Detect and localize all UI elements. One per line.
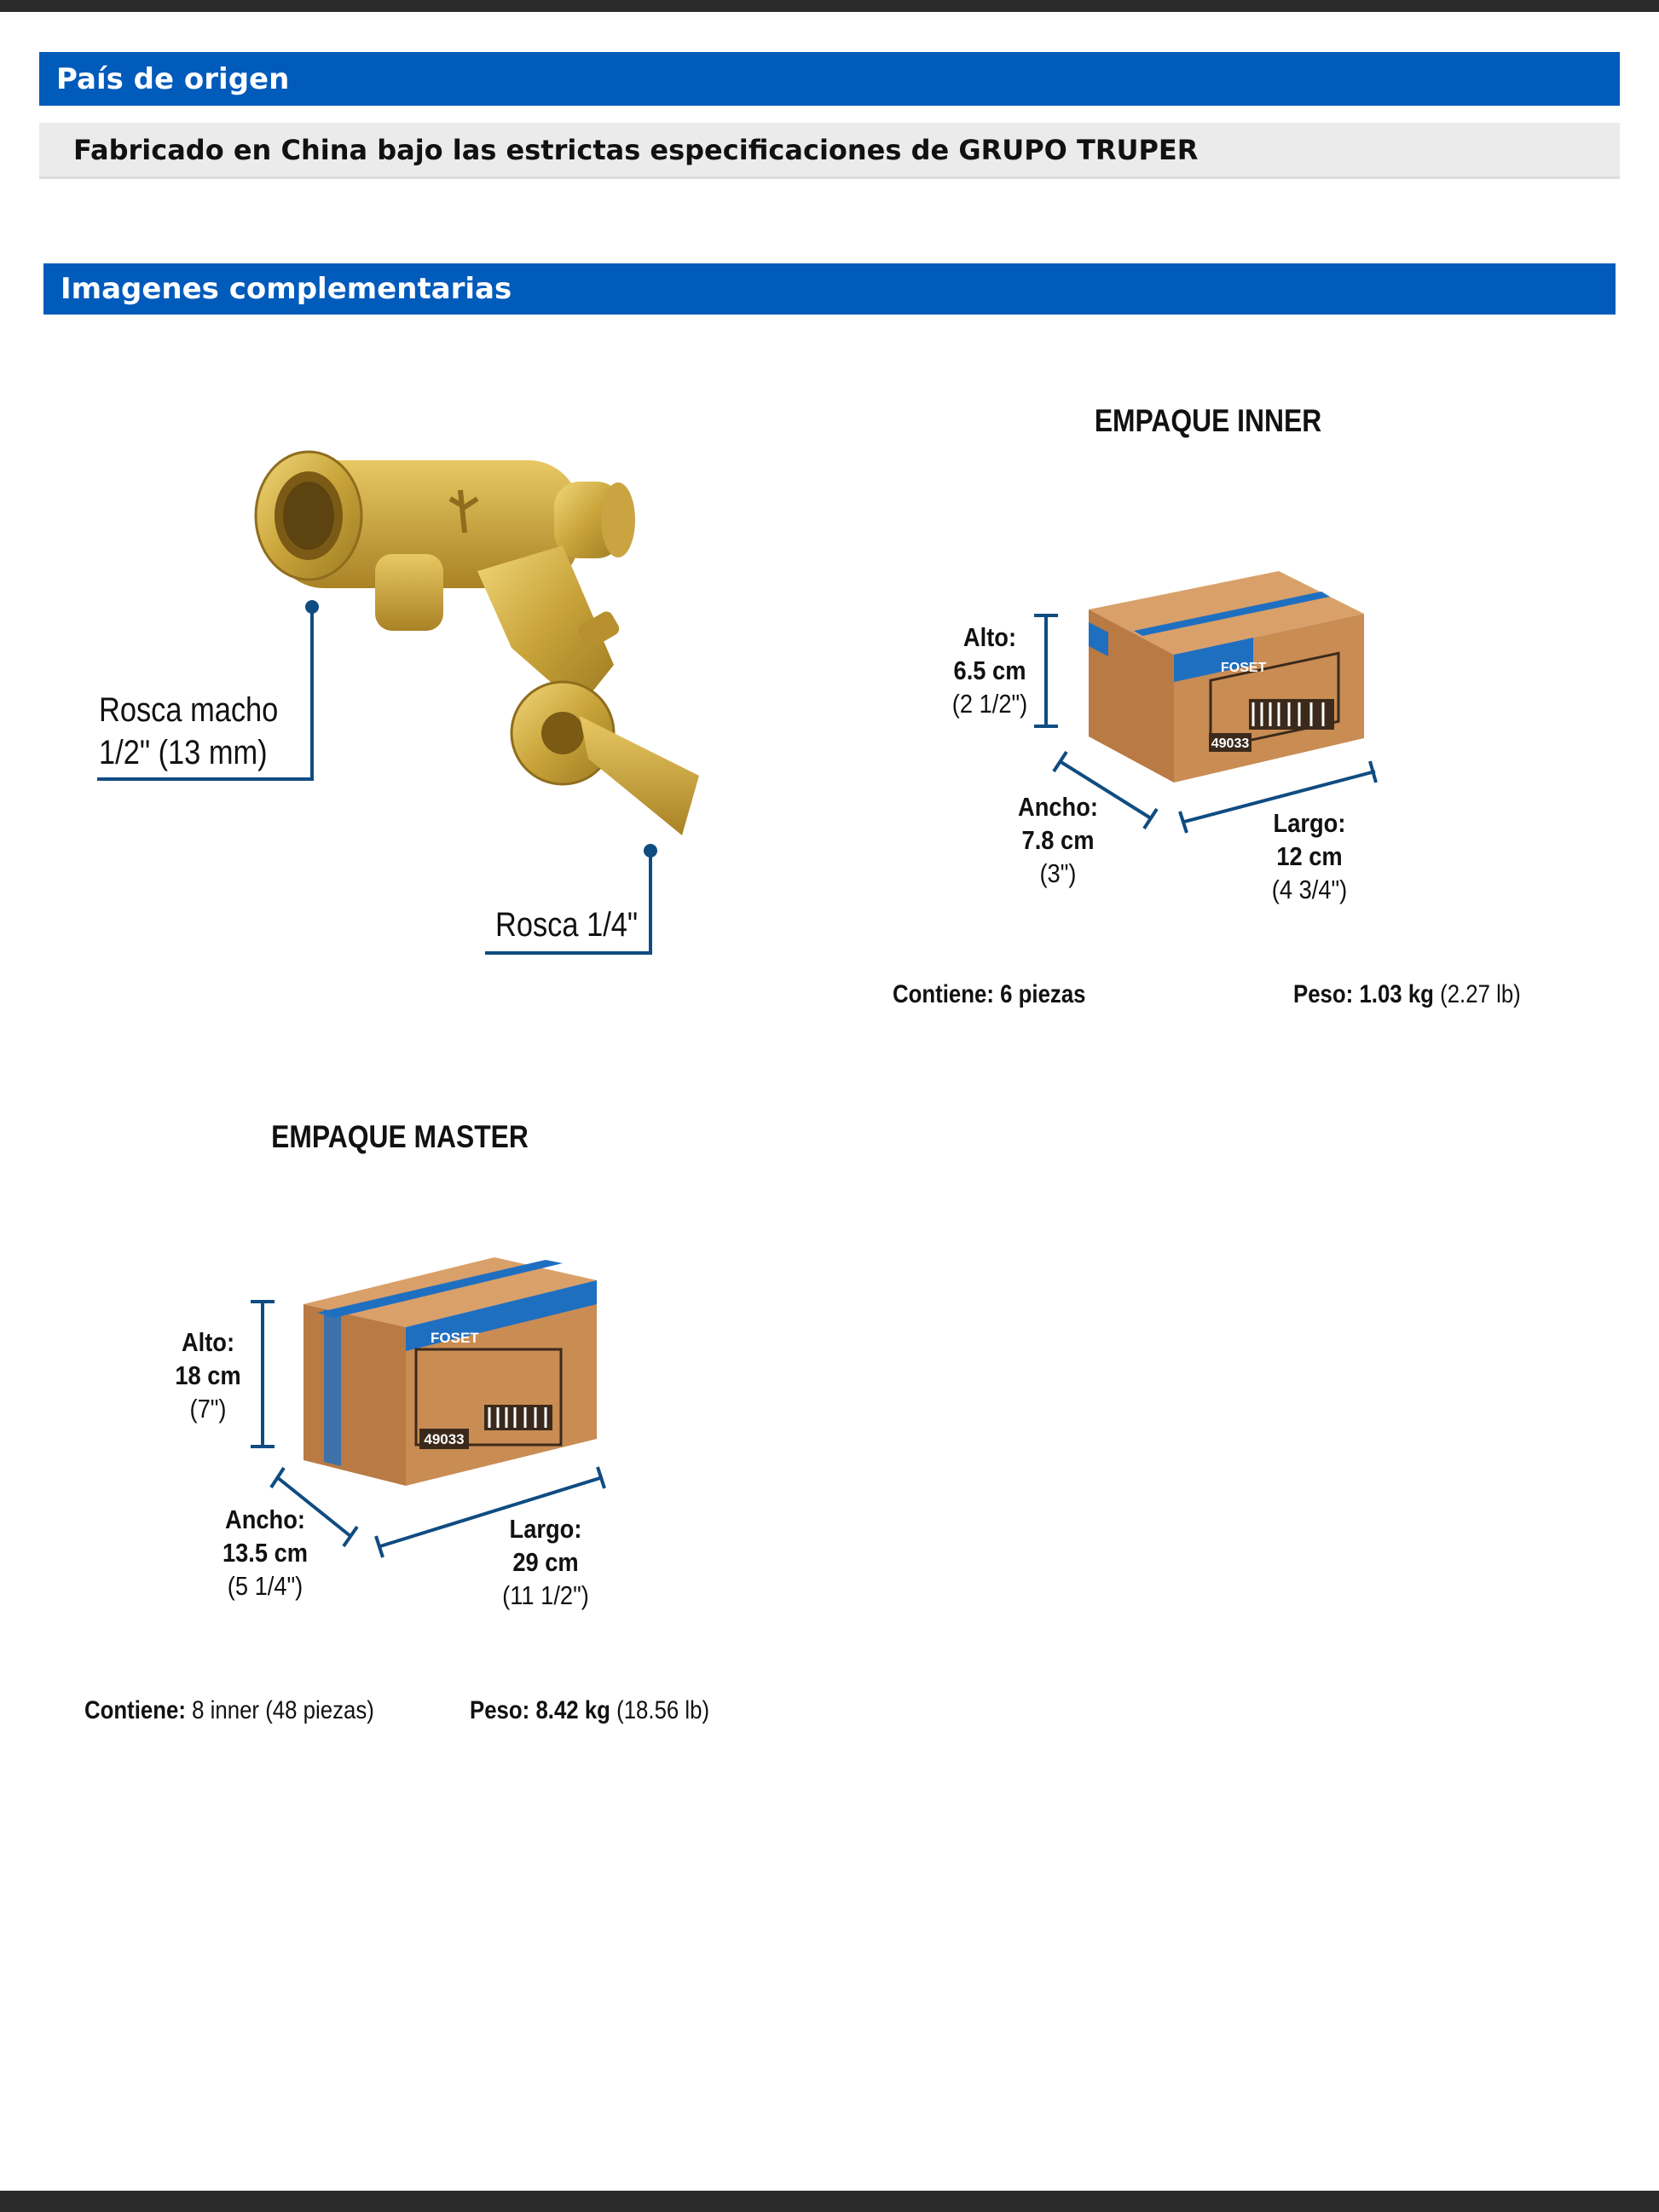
master-alto: Alto: 18 cm (7")	[175, 1327, 241, 1424]
master-box-code: 49033	[424, 1431, 465, 1447]
origin-header: País de origen	[39, 52, 1620, 106]
master-box-image	[303, 1257, 597, 1486]
inner-box-image	[1089, 571, 1364, 783]
bottom-bar	[0, 2191, 1659, 2212]
float-valve-image	[256, 452, 699, 835]
master-ancho: Ancho: 13.5 cm (5 1/4")	[222, 1505, 309, 1601]
callout-dot	[305, 600, 319, 614]
master-box-brand: FOSET	[431, 1330, 479, 1346]
master-title: EMPAQUE MASTER	[271, 1119, 529, 1154]
inner-box-code: 49033	[1211, 736, 1250, 751]
master-contiene: Contiene: 8 inner (48 piezas)	[84, 1696, 374, 1724]
images-header: Imagenes complementarias	[43, 263, 1616, 315]
inner-contiene: Contiene: 6 piezas	[893, 980, 1086, 1008]
origin-text: Fabricado en China bajo las estrictas especificaciones de GRUPO TRUPER	[39, 123, 1620, 179]
callout-thread-quarter: Rosca 1/4"	[495, 906, 639, 944]
inner-box-brand: FOSET	[1221, 661, 1267, 675]
inner-ancho: Ancho: 7.8 cm (3")	[1018, 792, 1098, 888]
inner-alto: Alto: 6.5 cm (2 1/2")	[951, 622, 1028, 719]
master-largo: Largo: 29 cm (11 1/2")	[502, 1514, 589, 1610]
master-peso: Peso: 8.42 kg (18.56 lb)	[470, 1696, 710, 1724]
callout-male-thread: Rosca macho 1/2" (13 mm)	[99, 691, 279, 771]
inner-title: EMPAQUE INNER	[1094, 403, 1322, 438]
inner-peso: Peso: 1.03 kg (2.27 lb)	[1293, 980, 1521, 1008]
inner-largo: Largo: 12 cm (4 3/4")	[1271, 808, 1348, 904]
callout-dot	[644, 844, 657, 858]
